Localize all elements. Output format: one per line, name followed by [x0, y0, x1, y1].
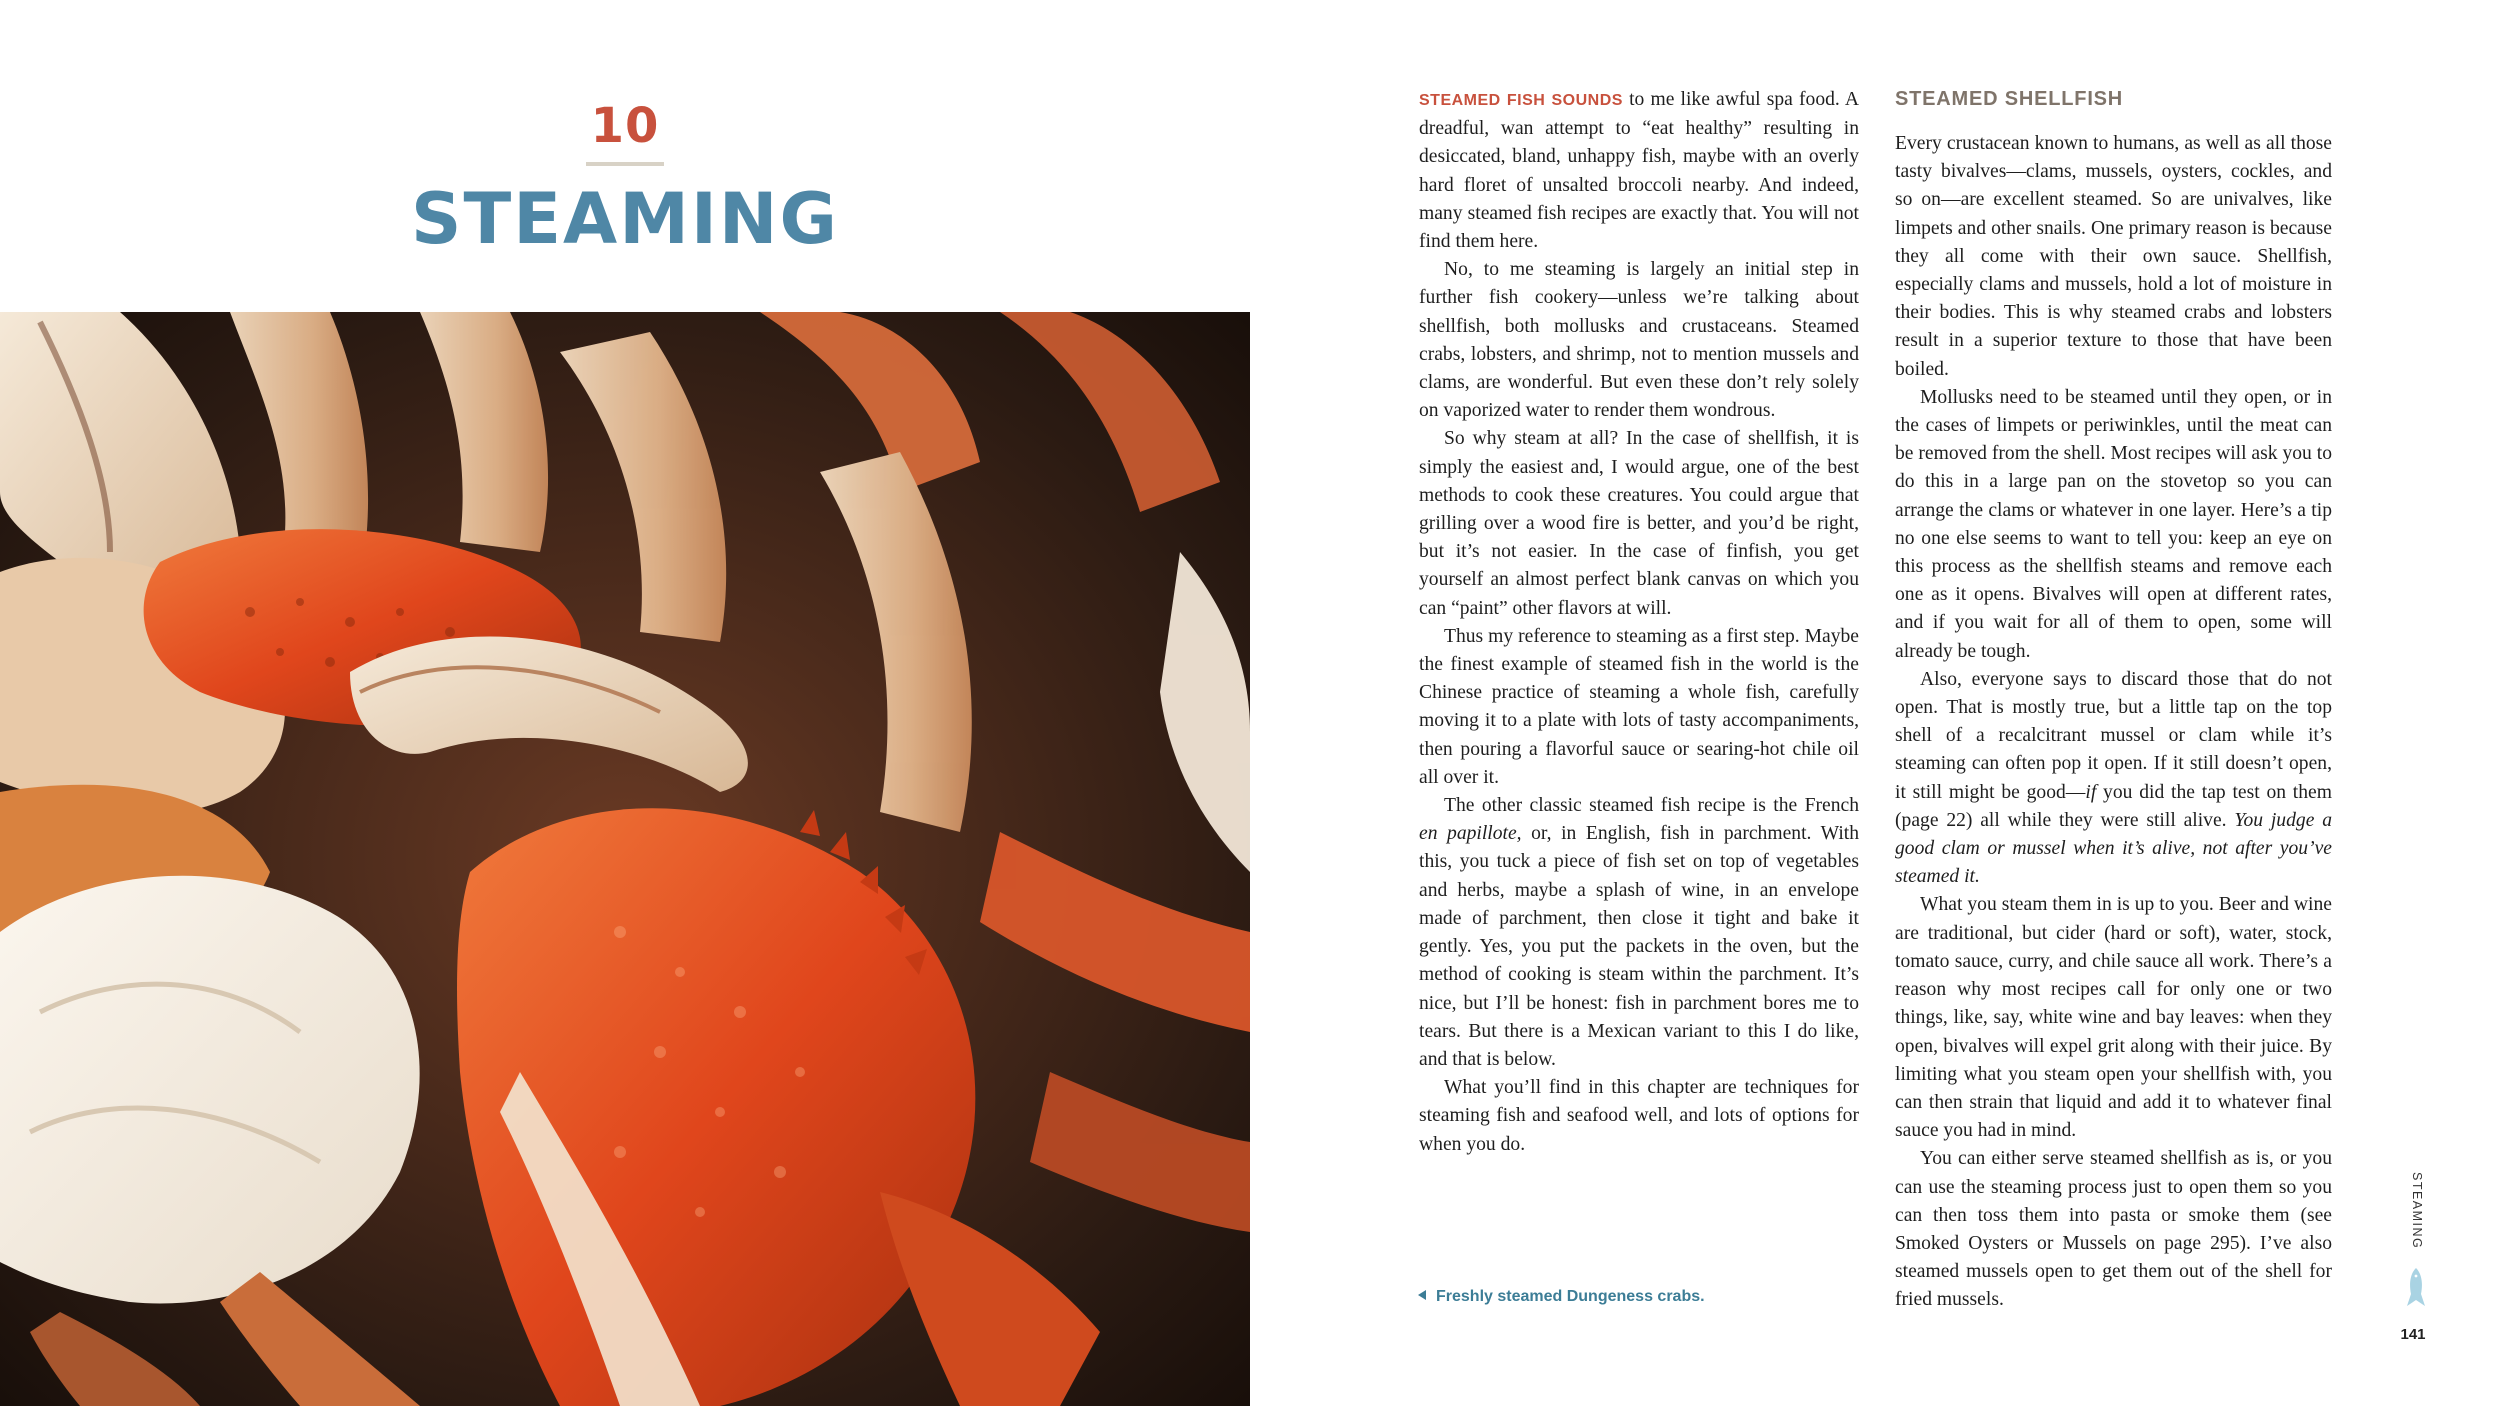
section-heading: STEAMED SHELLFISH	[1895, 88, 2124, 110]
body-paragraph: Thus my reference to steaming as a first step. Maybe the finest example of steamed fish in the world is the Chinese practice of steaming a whole fish, carefully moving it to a plate with lots of tasty accompaniments, then pouring a flavorful sauce or searing-hot chile oil all over it.	[1419, 625, 1859, 788]
left-triangle-icon	[1418, 1290, 1426, 1300]
running-head-text: STEAMING	[2410, 1172, 2424, 1250]
body-text: Also, everyone says to discard those that do not open. That is mostly true, but a little tap on the top shell of a recalcitrant mussel or clam while it’s steaming can often pop it open. If it still doesn’t open, it still might be good—	[1895, 668, 2332, 803]
caption-text: Freshly steamed Dungeness crabs.	[1436, 1288, 1705, 1305]
body-paragraph: No, to me steaming is largely an initial step in further fish cookery—unless we’re talking about shellfish, both mollusks and crustaceans. Steamed crabs, lobsters, and shrimp, not to mention mussels and clams, are wonderful. But even these don’t rely solely on vaporized water to render them wondrous.	[1419, 259, 1859, 422]
body-text: you did the tap test on them (page 22) all while they were still alive.	[1895, 781, 2332, 831]
body-text: The other classic steamed fish recipe is the French	[1444, 795, 1859, 817]
crab-photo	[0, 312, 1250, 1406]
chapter-number: 10	[590, 98, 660, 154]
running-head	[2406, 1172, 2426, 1262]
body-paragraph: Every crustacean known to humans, as well as all those tasty bivalves—clams, mussels, oysters, cockles, and so on—are excellent steamed. So are univalves, like limpets and other snails. One primary reason is because they all come with their own sauce. Shellfish, especially clams and mussels, hold a lot of moisture in their bodies. This is why steamed crabs and lobsters result in a superior texture to those that have been boiled.	[1895, 133, 2332, 380]
intro-paragraph	[1419, 86, 1859, 256]
body-paragraph: You can either serve steamed shellfish as is, or you can use the steaming process just to open them so you can then toss them into pasta or smoke them (see Smoked Oysters or Mussels on page 295). I’ve also steamed mussels open to get them out of the shell for fried mussels.	[1895, 1148, 2332, 1311]
italic-text: You judge a good clam or mussel when it’s alive, not after you’ve steamed it.	[1895, 809, 2332, 888]
photo-caption	[1418, 1288, 1705, 1306]
page-number: 141	[2400, 1326, 2426, 1343]
body-column-left	[1419, 86, 1859, 1159]
runin-heading: STEAMED FISH SOUNDS	[1419, 92, 1623, 109]
right-page	[1250, 0, 2500, 1406]
chapter-rule	[586, 162, 664, 166]
body-column-right	[1895, 86, 2332, 1315]
body-text: or, in English, fish in parchment. With this, you tuck a piece of fish set on top of vegetables and herbs, maybe a splash of wine, in an envelope made of parchment, then close it tight and bake it gently. Yes, you put the packets in the oven, but the method of cooking is steam within the parchment. It’s nice, but I’ll be honest: fish in parchment bores me to tears. But there is a Mexican variant to this I do like, and that is below.	[1419, 823, 1860, 1070]
body-paragraph: Mollusks need to be steamed until they open, or in the cases of limpets or periwinkles, until the meat can be removed from the shell. Most recipes will ask you to do this in a large pan on the stovetop so you can arrange the clams or whatever in one layer. Here’s a tip no one else seems to want to tell you: keep an eye on this process as the shellfish steams and remove each one as it opens. Bivalves will open at different rates, and if you wait for all of them to open, some will already be tough.	[1895, 386, 2332, 662]
intro-text: to me like awful spa food. A dreadful, wan attempt to “eat healthy” resulting in desiccated, bland, unhappy fish, maybe with an overly hard floret of unsalted broccoli nearby. And indeed, many steamed fish recipes are exactly that. You will not find them here.	[1419, 89, 1859, 253]
body-paragraph: So why steam at all? In the case of shellfish, it is simply the easiest and, I would argue, one of the best methods to cook these creatures. You could argue that grilling over a wood fire is better, and you’d be right, but it’s not easier. In the case of finfish, you get yourself an almost perfect blank canvas on which you can “paint” other flavors at will.	[1419, 428, 1859, 619]
body-paragraph: What you’ll find in this chapter are techniques for steaming fish and seafood well, and lots of options for when you do.	[1419, 1077, 1859, 1155]
fish-icon	[2405, 1266, 2427, 1310]
body-paragraph	[1419, 792, 1859, 1074]
body-paragraph: What you steam them in is up to you. Beer and wine are traditional, but cider (hard or soft), water, stock, tomato sauce, curry, and chile sauce all work. There’s a reason why most recipes call for only one or two things, like, say, white wine and bay leaves: when they open, bivalves will expel grit along with their juice. By limiting what you steam open your shellfish with, you can then strain that liquid and add it to whatever final sauce you had in mind.	[1895, 894, 2332, 1142]
italic-text: if	[2085, 781, 2097, 803]
chapter-title: STEAMING	[411, 178, 839, 260]
body-paragraph	[1895, 666, 2332, 892]
italic-term: en papillote,	[1419, 823, 1522, 845]
